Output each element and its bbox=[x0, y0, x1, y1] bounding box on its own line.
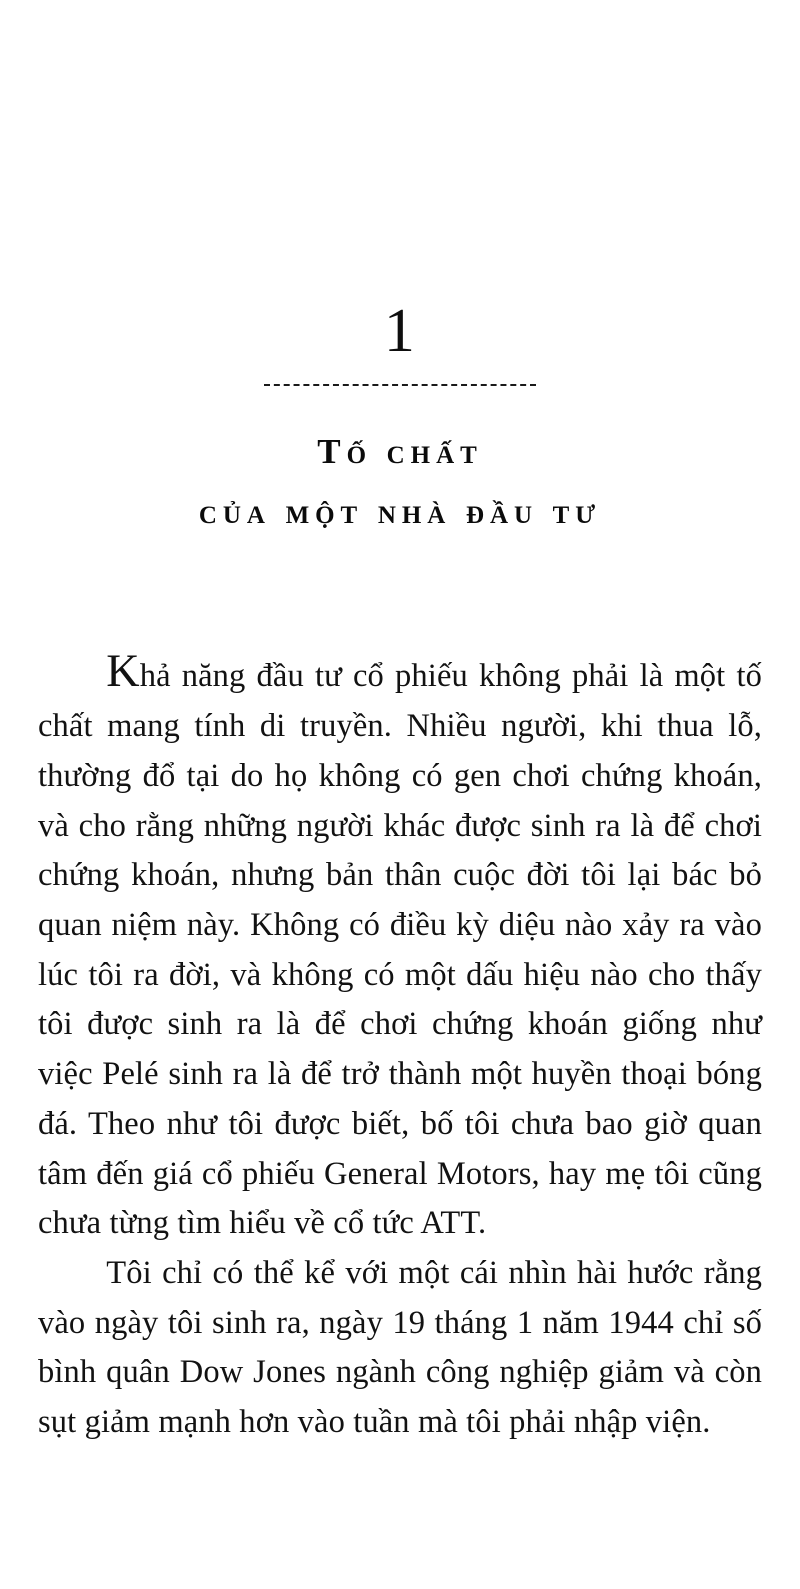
paragraph: Khả năng đầu tư cổ phiếu không phải là một tố chất mang tính di truyền. Nhiều người, khi thua lỗ, thường đổ tại do họ không có gen chơi chứng khoán, và cho rằng những người khác được sinh ra là để chơi chứng khoán, nhưng bản thân cuộc đời tôi lại bác bỏ quan niệm này. Không có điều kỳ diệu nào xảy ra vào lúc tôi ra đời, và không có một dấu hiệu nào cho thấy tôi được sinh ra là để chơi chứng khoán giống như việc Pelé sinh ra là để trở thành một huyền thoại bóng đá. Theo như tôi được biết, bố tôi chưa bao giờ quan tâm đến giá cổ phiếu General Motors, hay mẹ tôi cũng chưa từng tìm hiểu về cổ tức ATT. bbox=[38, 645, 762, 1242]
body-text bbox=[38, 645, 762, 1448]
divider-rule bbox=[264, 384, 536, 386]
paragraph: Tôi chỉ có thể kể với một cái nhìn hài hước rằng vào ngày tôi sinh ra, ngày 19 tháng 1 năm 1944 chỉ số bình quân Dow Jones ngành công nghiệp giảm và còn sụt giảm mạnh hơn vào tuần mà tôi phải nhập viện. bbox=[38, 1255, 762, 1441]
chapter-title bbox=[38, 422, 762, 542]
chapter-header bbox=[38, 0, 762, 542]
chapter-title-line-1: Tố chất bbox=[317, 432, 483, 471]
chapter-title-line-2: của một nhà đầu tư bbox=[198, 492, 602, 532]
chapter-number: 1 bbox=[383, 297, 417, 365]
